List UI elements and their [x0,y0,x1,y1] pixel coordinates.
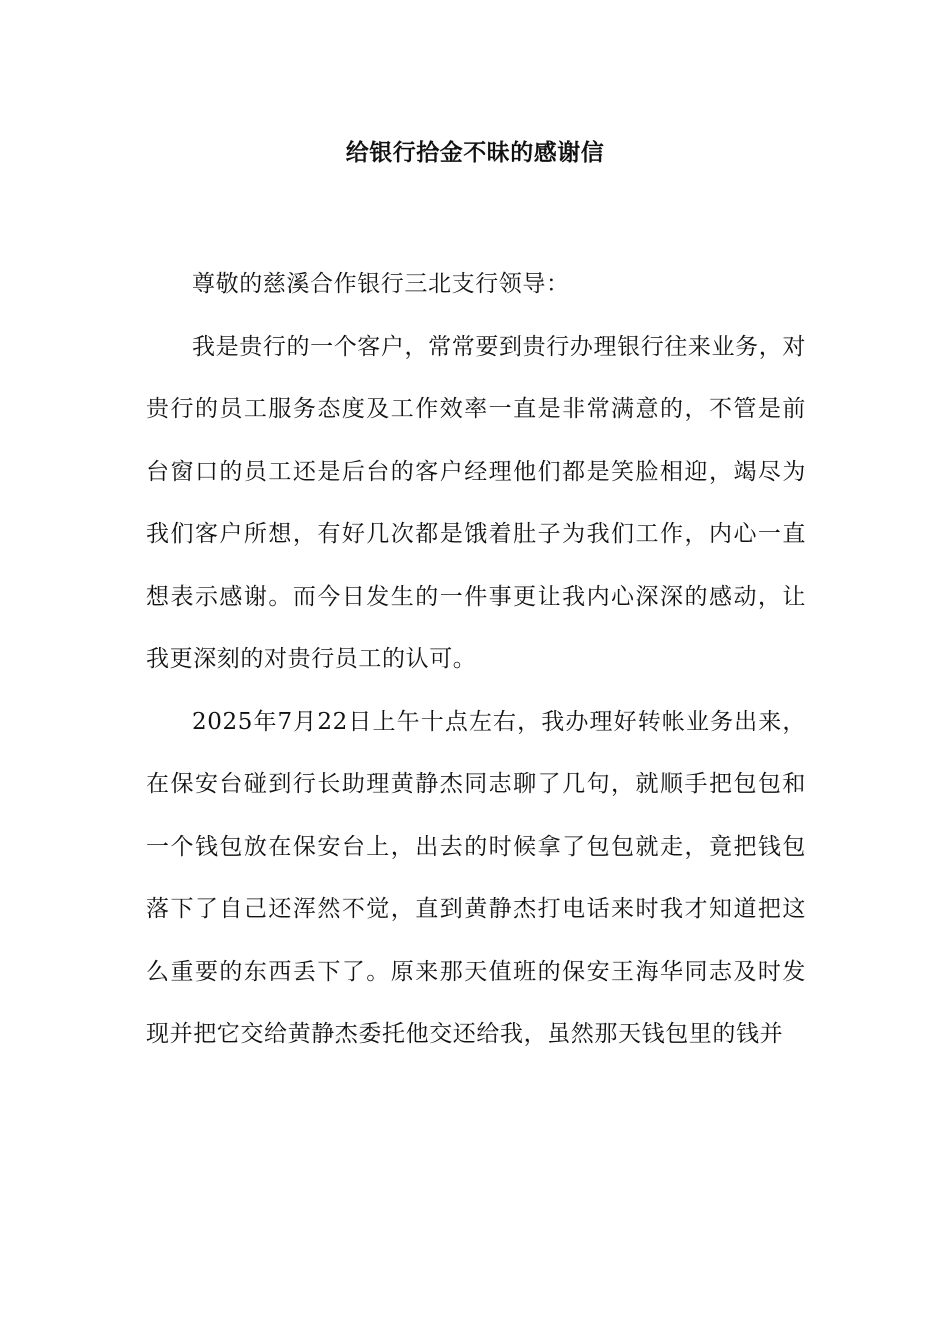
paragraph-incident: 2025年7月22日上午十点左右，我办理好转帐业务出来，在保安台碰到行长助理黄静杰同志聊了几句，就顺手把包包和一个钱包放在保安台上，出去的时候拿了包包就走，竟把钱包落下了自己还浑然不觉，直到黄静杰打电话来时我才知道把这么重要的东西丢下了。原来那天值班的保安王海华同志及时发现并把它交给黄静杰委托他交还给我，虽然那天钱包里的钱并 [146,708,806,1047]
letter-body [146,253,806,1066]
paragraph-introduction: 我是贵行的一个客户，常常要到贵行办理银行往来业务，对贵行的员工服务态度及工作效率一直是非常满意的，不管是前台窗口的员工还是后台的客户经理他们都是笑脸相迎，竭尽为我们客户所想，有好几次都是饿着肚子为我们工作，内心一直想表示感谢。而今日发生的一件事更让我内心深深的感动，让我更深刻的对贵行员工的认可。 [146,333,806,672]
letter-title: 给银行拾金不昧的感谢信 [345,140,605,166]
salutation: 尊敬的慈溪合作银行三北支行领导： [192,271,570,297]
